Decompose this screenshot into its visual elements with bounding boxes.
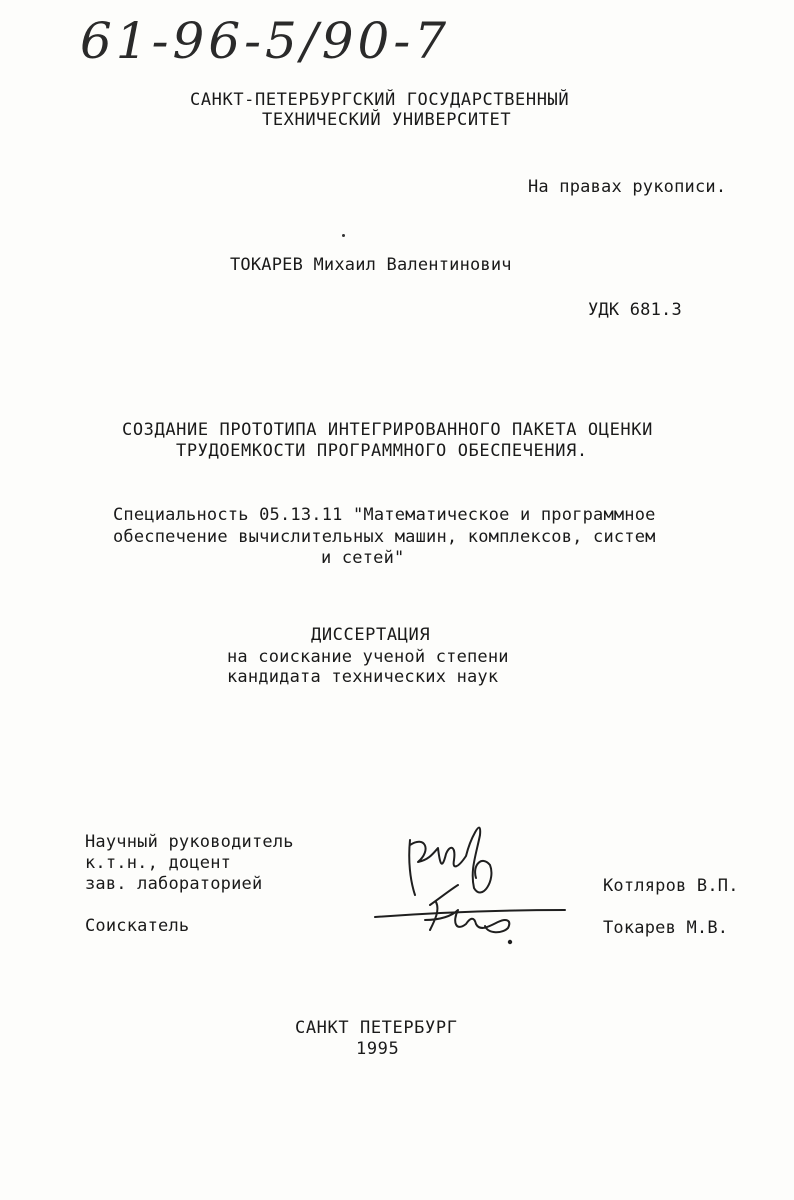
manuscript-rights-note: На правах рукописи.: [528, 177, 727, 197]
applicant-role: Соискатель: [85, 916, 190, 936]
university-name-line1: САНКТ-ПЕТЕРБУРГСКИЙ ГОСУДАРСТВЕННЫЙ: [190, 90, 570, 110]
applicant-signature-stroke: [425, 902, 509, 932]
archive-code-handwritten: 61-96-5/90-7: [80, 12, 451, 70]
author-name: ТОКАРЕВ Михаил Валентинович: [230, 255, 512, 275]
supervisor-signature-stroke: [409, 828, 491, 895]
supervisor-name: Котляров В.П.: [603, 876, 739, 896]
university-name-line2: ТЕХНИЧЕСКИЙ УНИВЕРСИТЕТ: [262, 110, 512, 130]
specialty-line3: и сетей": [321, 548, 405, 568]
signatures: [370, 810, 570, 950]
supervisor-role-line1: Научный руководитель: [85, 832, 294, 852]
supervisor-signature-flourish: [430, 885, 458, 905]
applicant-name: Токарев М.В.: [603, 918, 729, 938]
supervisor-role-line3: зав. лабораторией: [85, 874, 263, 894]
dissertation-degree-line2: кандидата технических наук: [227, 667, 499, 687]
footer-city: САНКТ ПЕТЕРБУРГ: [295, 1018, 458, 1038]
applicant-signature-underline: [375, 910, 565, 917]
thesis-title-line2: ТРУДОЕМКОСТИ ПРОГРАММНОГО ОБЕСПЕЧЕНИЯ.: [176, 441, 588, 461]
thesis-title-line1: СОЗДАНИЕ ПРОТОТИПА ИНТЕГРИРОВАННОГО ПАКЕТА ОЦЕНКИ: [122, 420, 653, 440]
supervisor-role-line2: к.т.н., доцент: [85, 853, 232, 873]
dissertation-heading: ДИССЕРТАЦИЯ: [311, 625, 431, 645]
ink-speck: [509, 941, 511, 943]
footer-year: 1995: [356, 1039, 400, 1059]
dissertation-degree-line1: на соискание ученой степени: [227, 647, 509, 667]
specialty-line2: обеспечение вычислительных машин, комплексов, систем: [113, 527, 656, 547]
udc-code: УДК 681.3: [588, 300, 682, 320]
ink-dot: [342, 234, 345, 237]
specialty-line1: Специальность 05.13.11 "Математическое и программное: [113, 505, 656, 525]
